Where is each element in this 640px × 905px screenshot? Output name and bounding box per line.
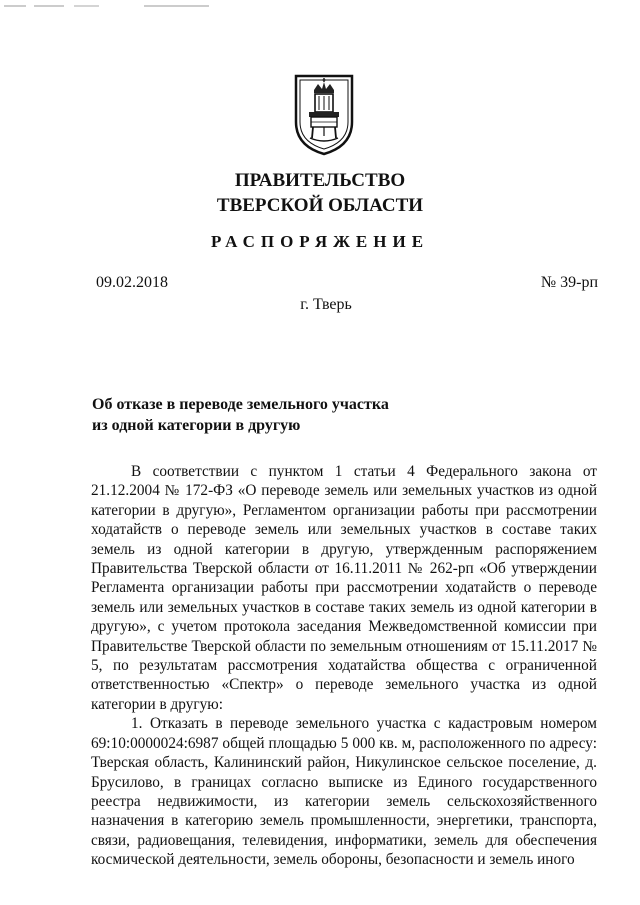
document-city: г. Тверь: [300, 296, 352, 313]
document-body: [91, 462, 597, 870]
body-paragraph-item-1: 1. Отказать в переводе земельного участка с кадастровым номером 69:10:0000024:6987 общей площадью 5 000 кв. м, расположенного по адресу: Тверская область, Калининский район, Никулинское сельское поселение, д. Брусилово, в границах согласно выписке из Единого государственного реестра недвижимости, из категории земель сельскохозяйственного назначения в категорию земель промышленности, энергетики, транспорта, связи, радиовещания, телевидения, информатики, земель для обеспечения космической деятельности, земель обороны, безопасности и земель иного: [91, 715, 597, 869]
government-title-line1: ПРАВИТЕЛЬСТВО: [234, 170, 406, 191]
document-type-heading: РАСПОРЯЖЕНИЕ: [210, 232, 430, 251]
scan-artifact-lines: [4, 5, 214, 8]
tver-oblast-coat-of-arms-icon: [292, 72, 356, 156]
document-number: № 39-рп: [540, 274, 598, 291]
subject-line2: из одной категории в другую: [92, 417, 301, 434]
document-date: 09.02.2018: [96, 274, 168, 291]
subject-line1: Об отказе в переводе земельного участка: [92, 396, 389, 413]
government-title-line2: ТВЕРСКОЙ ОБЛАСТИ: [216, 195, 424, 216]
body-paragraph-preamble: В соответствии с пунктом 1 статьи 4 Федерального закона от 21.12.2004 № 172-ФЗ «О переводе земель или земельных участков из одной категории в другую», Регламентом организации работы при рассмотрении ходатайств о переводе земель или земельных участков в составе таких земель из одной категории в другую, утвержденным распоряжением Правительства Тверской области от 16.11.2011 № 262-рп «Об утверждении Регламента организации работы при рассмотрении ходатайств о переводе земель или земельных участков в составе таких земель из одной категории в другую», с учетом протокола заседания Межведомственной комиссии при Правительстве Тверской области по земельным отношениям от 15.11.2017 № 5, по результатам рассмотрения ходатайства общества с ограниченной ответственностью «Спектр» о переводе земельного участка из одной категории в другую:: [91, 463, 597, 713]
document-subject: [92, 394, 422, 436]
government-title: [0, 168, 640, 218]
